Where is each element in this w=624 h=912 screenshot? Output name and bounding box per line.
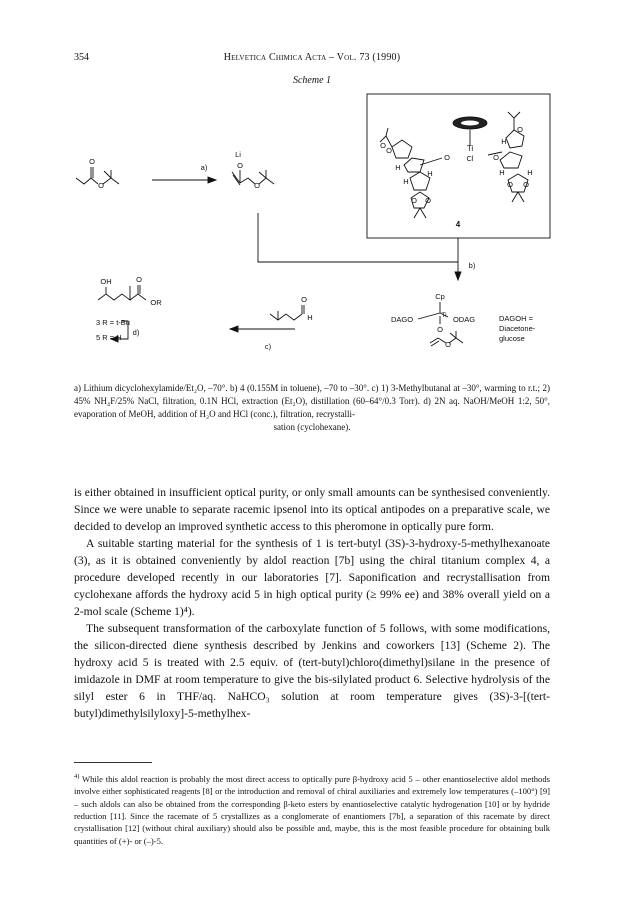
label-cp: Cp [435, 292, 445, 301]
label-or: OR [150, 298, 162, 307]
label-o: O [98, 181, 104, 190]
label-ti: Ti [441, 312, 447, 319]
label-o: O [301, 295, 307, 304]
label-dagoh-definition: glucose [499, 334, 525, 343]
label-o: O [507, 180, 513, 189]
footnote [74, 771, 550, 847]
label-dagoh-definition: DAGOH = [499, 314, 533, 323]
label-o: O [411, 196, 417, 205]
label-o: O [437, 325, 443, 334]
titanium-enolate-structure [418, 302, 463, 346]
label-o: O [89, 157, 95, 166]
label-cl: Cl [466, 154, 474, 163]
footnote-text: While this aldol reaction is probably the most direct access to optically pure β-hydroxy acid 5 – other enantioselective aldol methods involve either sophisticated reagents [8] or the introduction and removal of chiral auxiliaries and extremely low temperatures (–100°) [9] – such aldols can also be obtained from the corresponding β-keto esters by enantioselective catalytic hydrogenation [10] or by hydride reduction [11]. Since the racemate of 5 crystallizes as a conglomerate of enantiomers [7b], a separation of this racemate by direct crystallisation [12] (without chiral auxiliary) should also be possible and, maybe, this is the most feasible procedure for obtaining bulk quantities of (+)- or (–)-5. [74, 773, 550, 846]
label-li: Li [235, 150, 241, 159]
label-o: O [517, 125, 523, 134]
running-header: Helvetica Chimica Acta – Vol. 73 (1990) [223, 52, 401, 63]
label-dago: DAGO [390, 315, 414, 324]
label-h: H [307, 313, 313, 322]
hydroxy-ester-structure [98, 285, 146, 300]
label-o: O [425, 196, 431, 205]
label-h: H [527, 168, 533, 177]
label-ti: Ti [466, 144, 474, 153]
footnote-rule [74, 762, 152, 763]
label-compound-3: 3 R = t-Bu [96, 318, 130, 327]
label-o: O [254, 181, 260, 190]
label-h: H [499, 168, 505, 177]
label-step-c: c) [264, 342, 272, 351]
paragraph: is either obtained in insufficient optical purity, or only small amounts can be synthesised conveniently. Since we were unable to separate racemic ipsenol into its optical antipodes on a preparative scale, we decided to develop an improved synthetic access to this pheromone in optically pure form. [74, 486, 550, 533]
label-o: O [380, 141, 386, 150]
label-o: O [445, 340, 451, 349]
label-step-a: a) [200, 163, 208, 172]
methylbutanal-structure [270, 305, 304, 320]
lithium-enolate-structure [232, 170, 274, 185]
footnote-mark: 4) [74, 773, 80, 780]
label-o: O [386, 146, 392, 155]
label-h: H [501, 137, 507, 146]
caption-conditions: a) Lithium dicyclohexylamide/Et₂O, –70°. b) 4 (0.155M in toluene), –70 to –30°. c) 1) 3-Methylbutanal at –30°, warming to r.t.; 2) 45% NH₄F/25% NaCl, filtration, 0.1N HCl, extraction (Et₂O), distillation (60–64°/0.3 Torr). d) 2N aq. NaOH/MeOH 1:2, 50°, evaporation of MeOH, addition of H₂O and HCl (conc.), filtration, recrystalli- [74, 383, 550, 419]
label-oh: OH [100, 277, 112, 286]
caption-conditions-end: sation (cyclohexane). [273, 422, 351, 432]
label-step-b: b) [468, 261, 476, 270]
label-o: O [136, 275, 142, 284]
paragraph: The subsequent transformation of the carboxylate function of 5 follows, with some modifications, the silicon-directed diene synthesis described by Jenkins and coworkers [13] (Scheme 2). The hydroxy acid 5 is treated with 2.5 equiv. of (tert-butyl)chloro(dimethyl)silane in the presence of imidazole in DMF at room temperature to give the bis-silylated product 6. Selective hydrolysis of the silyl ester 6 in THF/aq. NaHCO₃ solution at room temperature gives (3S)-3-[(tert-butyl)dimethylsilyloxy]-5-methylhex- [74, 622, 550, 720]
scheme-caption [74, 382, 550, 434]
body-text [74, 484, 550, 722]
label-o: O [493, 153, 499, 162]
label-dagoh-definition: Diacetone- [499, 324, 536, 333]
label-o: O [237, 161, 243, 170]
page-number: 354 [74, 52, 89, 63]
flow-line-b [258, 213, 458, 262]
label-h: H [403, 177, 409, 186]
paragraph: A suitable starting material for the synthesis of 1 is tert-butyl (3S)-3-hydroxy-5-methylhexanoate (3), as it is obtained conveniently by aldol reaction [7b] using the chiral titanium complex 4, a procedure developed recently in our laboratories [7]. Saponification and recrystallisation from cyclohexane affords the hydroxy acid 5 in high optical purity (≥ 99% ee) and 38% overall yield on a 2-mol scale (Scheme 1)⁴). [74, 537, 550, 618]
label-odag: ODAG [452, 315, 476, 324]
label-compound-5: 5 R = H [96, 333, 122, 342]
label-o: O [444, 153, 450, 162]
scheme-title: Scheme 1 [292, 75, 332, 86]
label-o: O [523, 180, 529, 189]
label-compound-4: 4 [455, 220, 461, 229]
label-h: H [395, 163, 401, 172]
label-step-d: d) [132, 328, 140, 337]
label-h: H [427, 169, 433, 178]
